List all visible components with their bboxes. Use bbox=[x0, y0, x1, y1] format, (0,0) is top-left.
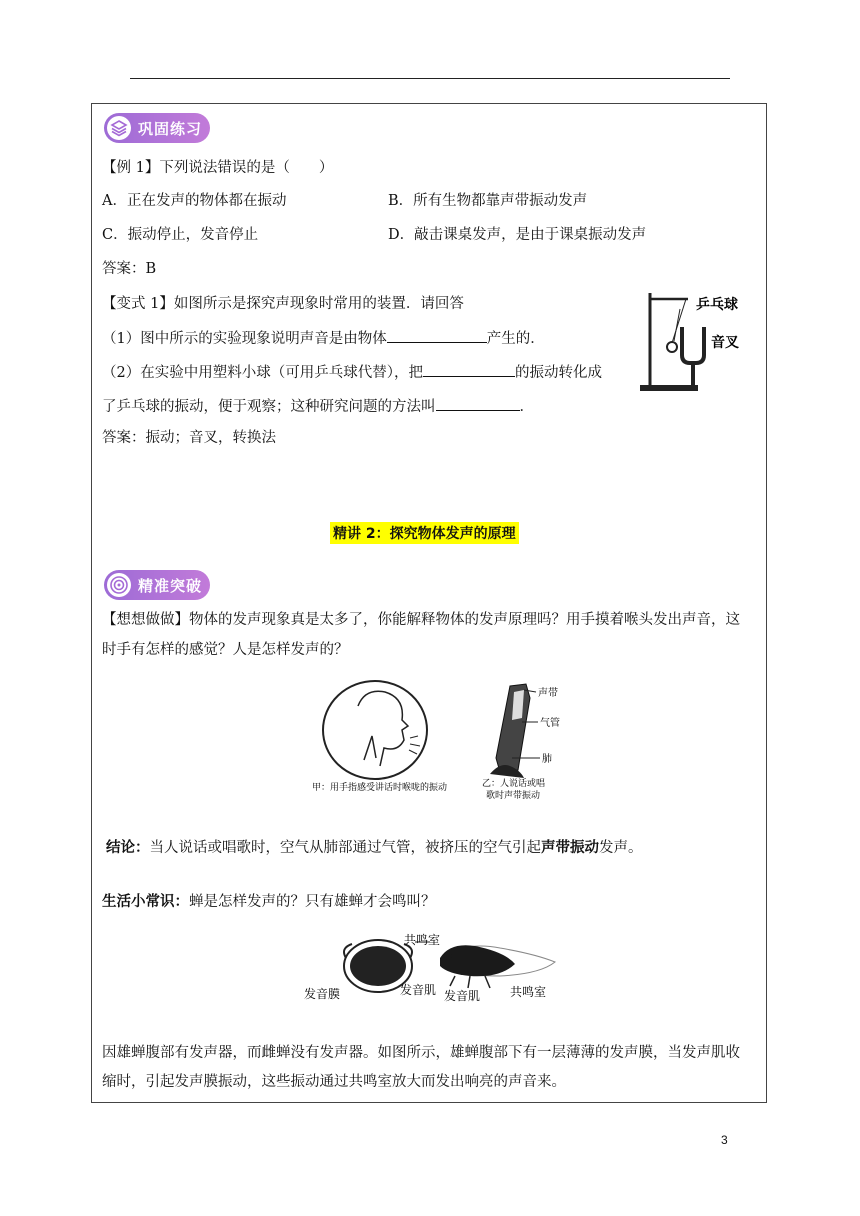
q3-tail: ． bbox=[519, 399, 534, 415]
q1-text: （1）图中所示的实验现象说明声音是由物体 bbox=[102, 331, 387, 347]
answer-blank-1[interactable] bbox=[387, 326, 487, 343]
badge-label: 精准突破 bbox=[138, 577, 203, 595]
option-a: A．正在发声的物体都在振动 bbox=[102, 193, 287, 209]
q1-tail: 产生的． bbox=[486, 331, 545, 347]
q3-text: 了乒乓球的振动，便于观察；这种研究问题的方法叫 bbox=[102, 399, 436, 415]
throat-figure bbox=[310, 678, 460, 800]
q2-text: （2）在实验中用塑料小球（可用乒乓球代替），把 bbox=[102, 365, 423, 381]
label-ping-pong: 乒乓球 bbox=[696, 297, 738, 313]
life-tip-label: 生活小常识： bbox=[102, 894, 189, 910]
label-sound-membrane: 发音膜 bbox=[304, 987, 341, 1001]
tuning-fork-figure bbox=[636, 285, 746, 395]
header-rule bbox=[130, 78, 730, 79]
example1-answer: 答案：B bbox=[102, 261, 157, 277]
layers-icon bbox=[107, 116, 131, 140]
cicada-text-line-1: 因雄蝉腹部有发声器，而雌蝉没有发声器。如图所示，雄蝉腹部下有一层薄薄的发声膜，当发声肌收 bbox=[102, 1045, 740, 1061]
label-resonance-chamber-top: 共鸣室 bbox=[404, 933, 441, 947]
section-title: 精讲 2：探究物体发声的原理 bbox=[330, 522, 519, 544]
variant1-q2 bbox=[102, 360, 602, 383]
page-number: 3 bbox=[721, 1133, 728, 1147]
conclusion-emphasis: 声带振动 bbox=[541, 840, 599, 856]
variant1-answer: 答案：振动；音叉，转换法 bbox=[102, 430, 276, 446]
label-tuning-fork: 音叉 bbox=[711, 335, 739, 351]
conclusion-text: 当人说话或唱歌时，空气从肺部通过气管，被挤压的空气引起 bbox=[149, 840, 541, 856]
option-b: B．所有生物都靠声带振动发声 bbox=[388, 193, 588, 209]
conclusion-label: 结论： bbox=[106, 840, 150, 856]
vocal-cord-figure bbox=[480, 678, 590, 802]
cicada-text-line-2: 缩时，引起发声膜振动，这些振动通过共鸣室放大而发出响亮的声音来。 bbox=[102, 1074, 566, 1090]
target-icon bbox=[107, 573, 131, 597]
variant1-q1 bbox=[102, 326, 545, 349]
conclusion bbox=[106, 838, 643, 858]
caption-right-line-1: 乙：人说话或唱 bbox=[482, 779, 546, 789]
conclusion-tail: 发声。 bbox=[599, 840, 643, 856]
label-sound-muscle-1: 发音肌 bbox=[400, 983, 437, 997]
label-lung: 肺 bbox=[542, 754, 552, 765]
variant1-q3 bbox=[102, 394, 534, 417]
variant1-stem: 【变式 1】如图所示是探究声现象时常用的装置．请回答 bbox=[102, 296, 464, 312]
answer-blank-2[interactable] bbox=[423, 360, 515, 377]
badge-precise-breakthrough bbox=[104, 570, 210, 600]
caption-left: 甲：用手指感受讲话时喉咙的振动 bbox=[312, 783, 448, 793]
label-vocal-cord: 声带 bbox=[538, 688, 558, 699]
q2-tail: 的振动转化成 bbox=[514, 365, 602, 381]
label-trachea: 气管 bbox=[540, 718, 560, 729]
label-resonance-chamber-right: 共鸣室 bbox=[510, 985, 547, 999]
badge-consolidate-practice bbox=[104, 113, 210, 143]
think-line-2: 时手有怎样的感觉？人是怎样发声的？ bbox=[102, 642, 349, 658]
think-line-1: 【想想做做】物体的发声现象真是太多了，你能解释物体的发声原理吗？用手摸着喉头发出声音，这 bbox=[102, 612, 740, 628]
life-tip-text: 蝉是怎样发声的？只有雄蝉才会鸣叫？ bbox=[189, 894, 436, 910]
example1-stem: 【例 1】下列说法错误的是（ ） bbox=[102, 160, 334, 176]
option-d: D．敲击课桌发声，是由于课桌振动发声 bbox=[388, 227, 647, 243]
answer-blank-3[interactable] bbox=[436, 394, 520, 411]
caption-right-line-2: 歌时声带振动 bbox=[486, 791, 541, 801]
life-tip bbox=[102, 892, 436, 912]
badge-label: 巩固练习 bbox=[138, 120, 203, 138]
cicada-figure bbox=[300, 928, 580, 1004]
option-c: C．振动停止，发音停止 bbox=[102, 227, 259, 243]
label-sound-muscle-2: 发音肌 bbox=[444, 989, 481, 1003]
